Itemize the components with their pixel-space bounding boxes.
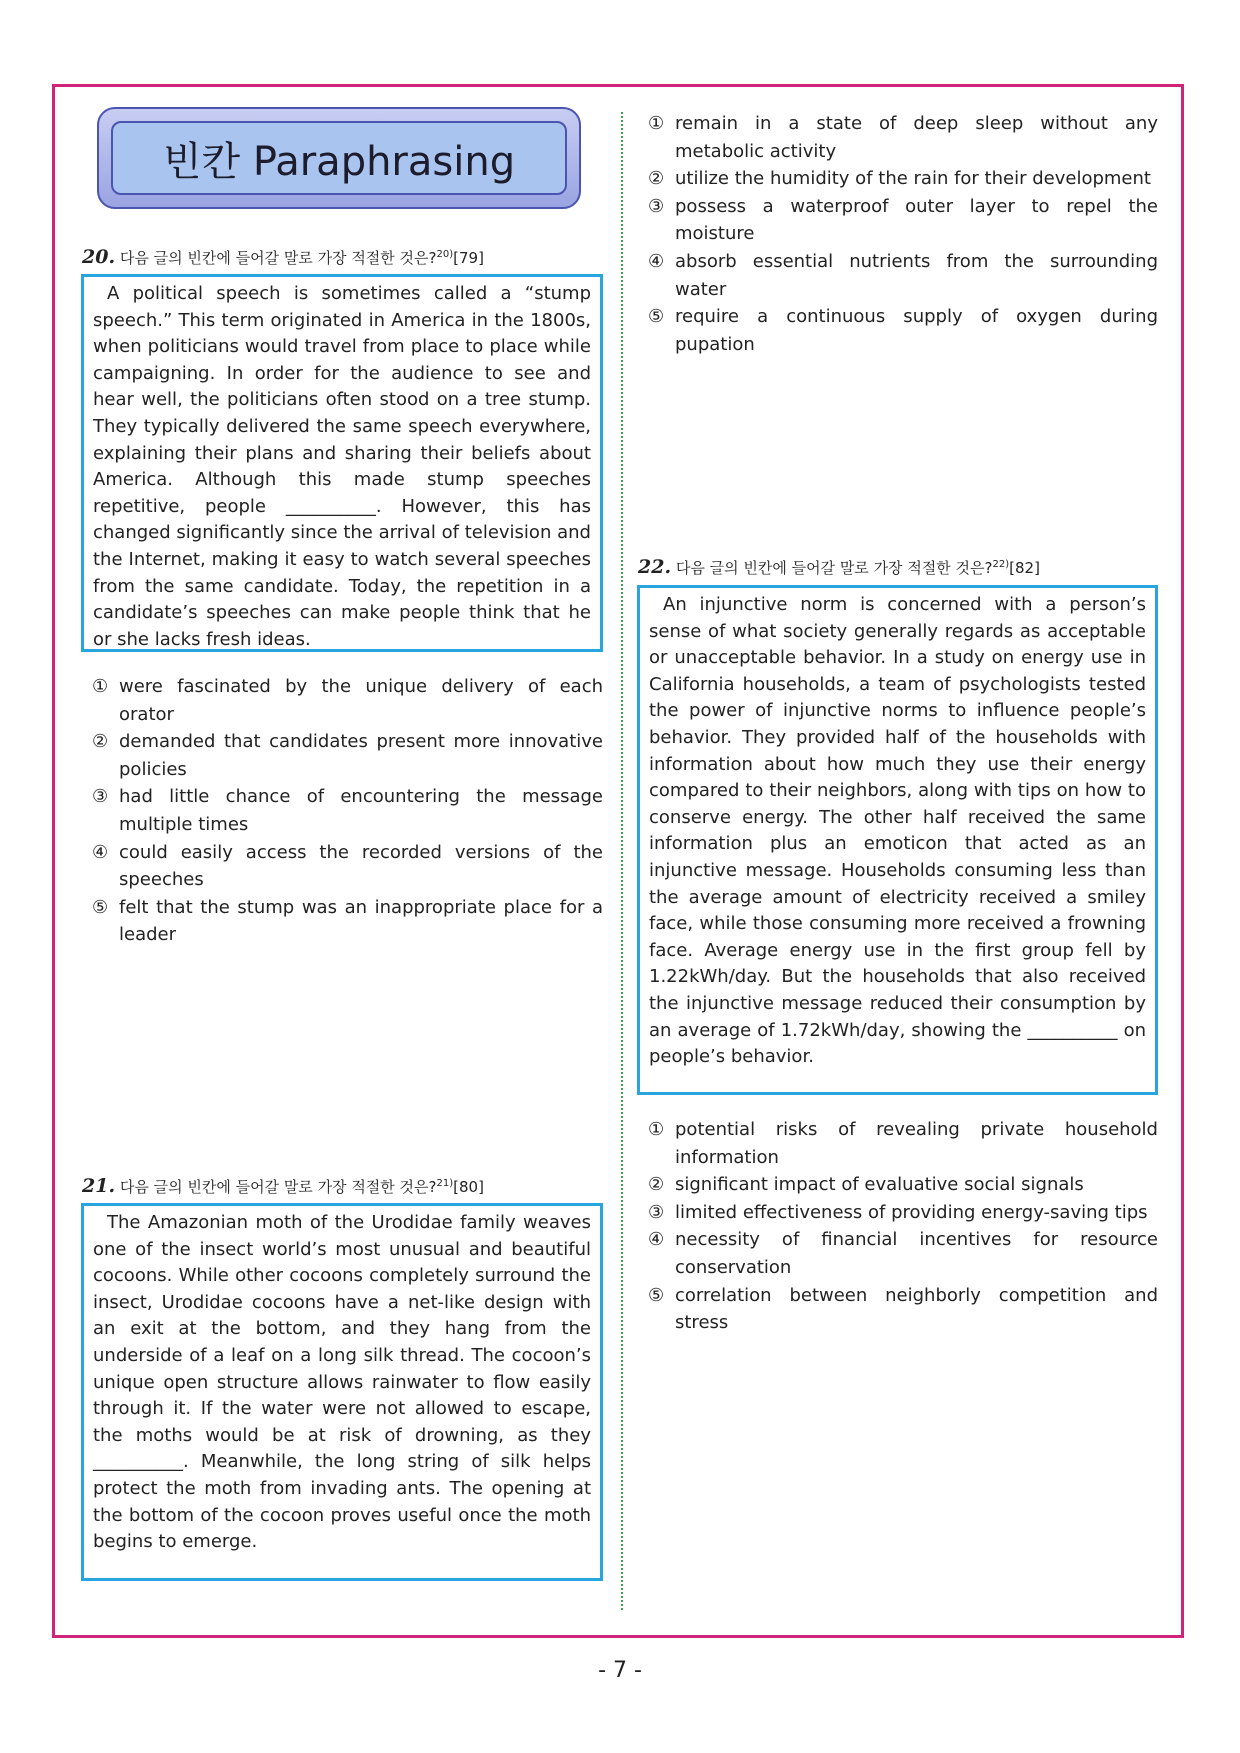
option-text: absorb essential nutrients from the surrounding water [675,250,1158,300]
option-text: significant impact of evaluative social signals [675,1174,1084,1196]
question-20-heading [82,246,484,268]
option-marker: ① [648,1119,665,1140]
question-22-heading [638,556,1040,578]
option[interactable] [92,783,603,838]
option[interactable] [648,110,1158,165]
option-text: could easily access the recorded versions of the speeches [119,841,603,891]
option[interactable] [648,303,1158,358]
question-code: [80] [453,1178,484,1196]
section-title: 빈칸 Paraphrasing [162,138,516,185]
question-prompt: 다음 글의 빈칸에 들어갈 말로 가장 적절한 것은? [119,1178,437,1196]
option[interactable] [648,1171,1158,1199]
question-22-options [648,1116,1158,1337]
question-ref: 21) [436,1178,454,1189]
option[interactable] [648,165,1158,193]
page-number: - 7 - [598,1658,642,1683]
option-text: necessity of financial incentives for resource conservation [675,1229,1158,1278]
question-21-options [648,110,1158,358]
option-marker: ③ [648,1201,665,1223]
option-marker: ② [92,731,109,753]
option-marker: ④ [92,841,109,863]
option-text: felt that the stump was an inappropriate place for a leader [119,896,603,946]
option-marker: ② [648,168,665,190]
option[interactable] [92,673,603,728]
option-marker: ③ [648,195,665,217]
question-ref: 22) [992,559,1010,570]
question-22-passage: An injunctive norm is concerned with a person’s sense of what society generally regards as acceptable or unacceptable behavior. In a study on energy use in California households, a team of psychologists tested the power of injunctive norms to influence people’s behavior. They provided half of the households with information about how much they use their energy compared to their neighbors, along with tips on how to conserve energy. The other half received the same information plus an emoticon that acted as an injunctive message. Households consuming less than the average amount of electricity received a smiley face, while those consuming more received a frowning face. Average energy use in the first group fell by 1.22kWh/day. But the households that also received the injunctive message reduced their consumption by an average of 1.72kWh/day, showing the __________ on people’s behavior. [637,585,1158,1095]
question-ref: 20) [436,249,454,260]
option[interactable] [648,1199,1158,1227]
option[interactable] [92,894,603,949]
section-title-inner [111,121,567,195]
option[interactable] [648,1226,1158,1281]
option-marker: ⑤ [92,896,109,918]
option-marker: ① [92,676,109,697]
column-divider [621,112,623,1610]
option-marker: ③ [92,786,109,808]
option[interactable] [648,1116,1158,1171]
option-marker: ④ [648,1229,665,1251]
option-text: limited effectiveness of providing energy-saving tips [675,1201,1148,1223]
option-text: possess a waterproof outer layer to repel the moisture [675,195,1158,245]
option-text: require a continuous supply of oxygen during pupation [675,306,1158,355]
option-text: were fascinated by the unique delivery of each orator [119,676,603,725]
option-text: potential risks of revealing private household information [675,1119,1158,1168]
question-code: [82] [1009,559,1040,577]
option-marker: ⑤ [648,1284,665,1306]
question-21-passage: The Amazonian moth of the Urodidae family weaves one of the insect world’s most unusual and beautiful cocoons. While other cocoons completely surround the insect, Urodidae cocoons have a net-like design with an exit at the bottom, and they hang from the underside of a leaf on a long silk thread. The cocoon’s unique open structure allows rainwater to flow easily through it. If the water were not allowed to escape, the moths would be at risk of drowning, as they __________. Meanwhile, the long string of silk helps protect the moth from invading ants. The opening at the bottom of the cocoon proves useful once the moth begins to emerge. [81,1203,603,1581]
question-prompt: 다음 글의 빈칸에 들어갈 말로 가장 적절한 것은? [675,559,993,577]
option-marker: ① [648,113,665,134]
question-number: 20. [82,246,116,268]
option-marker: ④ [648,250,665,272]
question-21-heading [82,1175,484,1197]
option[interactable] [92,839,603,894]
question-20-options [92,673,603,949]
section-title-badge [97,107,581,209]
question-number: 22. [638,556,672,578]
option-text: had little chance of encountering the message multiple times [119,786,603,835]
question-prompt: 다음 글의 빈칸에 들어갈 말로 가장 적절한 것은? [119,249,437,267]
option[interactable] [648,193,1158,248]
option-text: utilize the humidity of the rain for their development [675,168,1151,190]
question-20-passage: A political speech is sometimes called a “stump speech.” This term originated in America in the 1800s, when politicians would travel from place to place while campaigning. In order for the audience to see and hear well, the politicians often stood on a tree stump. They typically delivered the same speech everywhere, explaining their plans and sharing their beliefs about America. Although this made stump speeches repetitive, people __________. However, this has changed significantly since the arrival of television and the Internet, making it easy to watch several speeches from the same candidate. Today, the repetition in a candidate’s speeches can make people think that he or she lacks fresh ideas. [81,274,603,652]
option-marker: ⑤ [648,306,665,328]
question-number: 21. [82,1175,116,1197]
option-text: demanded that candidates present more innovative policies [119,731,603,780]
option-marker: ② [648,1174,665,1196]
option[interactable] [648,248,1158,303]
option[interactable] [648,1282,1158,1337]
option[interactable] [92,728,603,783]
option-text: remain in a state of deep sleep without any metabolic activity [675,113,1158,162]
option-text: correlation between neighborly competition and stress [675,1284,1158,1334]
question-code: [79] [453,249,484,267]
